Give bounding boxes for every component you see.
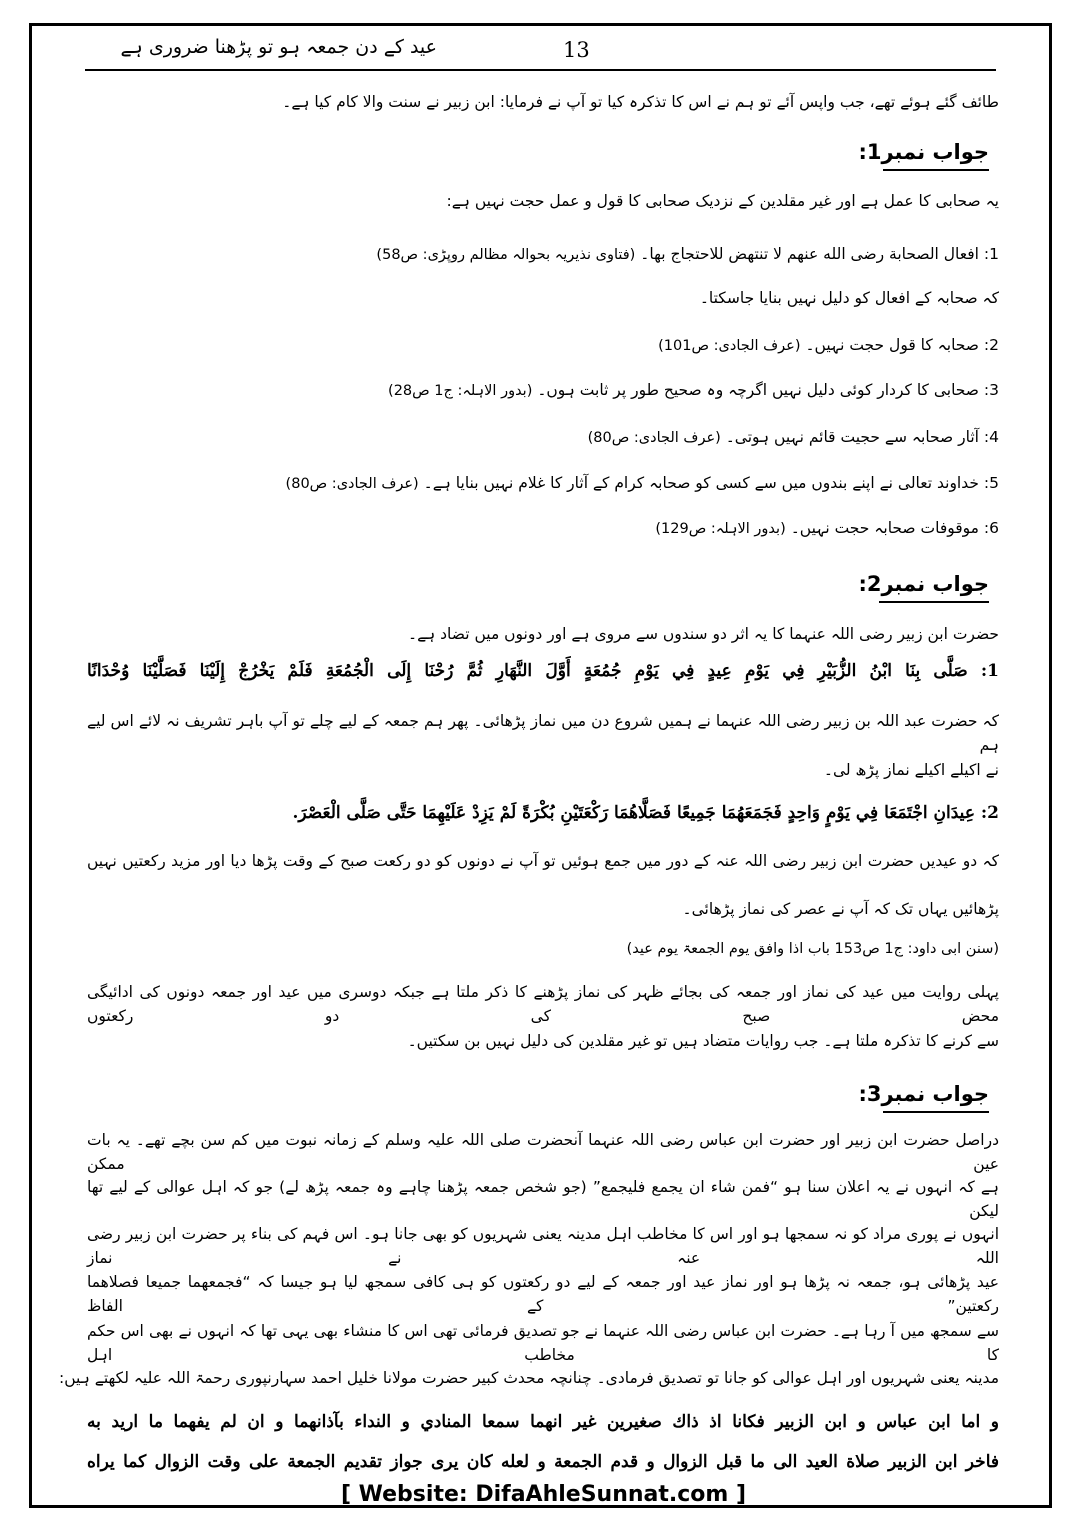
answer1-item-3 <box>388 378 999 403</box>
item-text: 3: صحابی کا کردار کوئی دلیل نہیں اگرچہ وہ صحیح طور پر ثابت ہوں۔ <box>537 381 999 399</box>
answer1-intro: یہ صحابی کا عمل ہے اور غیر مقلدین کے نزدیک صحابی کا قول و عمل حجت نہیں ہے: <box>446 192 999 210</box>
item-citation: (عرف الجادی: ص80) <box>587 430 721 446</box>
answer1-item-6 <box>655 516 999 541</box>
item-text: 2: صحابہ کا قول حجت نہیں۔ <box>805 336 999 354</box>
hadith-2-translation-line-2: پڑھائیں یہاں تک کہ آپ نے عصر کی نماز پڑھائی۔ <box>682 900 999 918</box>
hadith-1-translation-line-1: کہ حضرت عبد اللہ بن زبیر رضی اللہ عنہما نے ہمیں شروع دن میں نماز پڑھائی۔ پھر ہم جمعہ کے لیے چلے تو آپ باہر تشریف نہ لائے اس لیے ہم <box>87 712 999 754</box>
item-text: 4: آثار صحابہ سے حجیت قائم نہیں ہوتی۔ <box>725 428 999 446</box>
arabic-quote-line-1: و اما ابن عباس و ابن الزبير فكانا اذ ذاك صغيرين غير انهما سمعا المنادي و النداء بآذانهما و ان لم يفهما ما اريد به <box>87 1412 999 1432</box>
running-header-title: عید کے دن جمعہ ہو تو پڑھنا ضروری ہے <box>120 36 437 58</box>
intro-line: طائف گئے ہوئے تھے، جب واپس آئے تو ہم نے اس کا تذکرہ کیا تو آپ نے فرمایا: ابن زبیر نے سنت والا کام کیا ہے۔ <box>282 93 999 111</box>
item-citation: (بدور الاہلہ: ص129) <box>655 521 786 537</box>
answer2-heading: جواب نمبر2: <box>879 569 989 603</box>
answer3-line-3: انہوں نے پوری مراد کو نہ سمجھا ہو اور اس کا مخاطب اہل مدینہ یعنی شہریوں کو بھی جانا ہو۔ اس فہم کی بناء پر حضرت ابن زبیر رضی اللہ عنہ نے نماز <box>87 1225 999 1267</box>
answer1-heading: جواب نمبر1: <box>883 137 989 171</box>
answer3-line-2: ہے کہ انہوں نے یہ اعلان سنا ہو “فمن شاء ان یجمع فلیجمع” (جو شخص جمعہ پڑھنا چاہے وہ جمعہ پڑھ لے) جو کہ اہل عوالی کے لیے تھا لیکن <box>87 1178 999 1220</box>
hadith-1-translation-line-2: نے اکیلے اکیلے نماز پڑھ لی۔ <box>823 761 999 779</box>
item-text: 5: خداوند تعالی نے اپنے بندوں میں سے کسی کو صحابہ کرام کے آثار کا غلام نہیں بنایا ہے۔ <box>423 474 999 492</box>
answer1-item-5 <box>286 471 999 496</box>
answer2-paragraph-line-1: پہلی روایت میں عید کی نماز اور جمعہ کی بجائے ظہر کی نماز پڑھنے کا ذکر ملتا ہے جبکہ دوسری میں عید اور جمعہ دونوں کی ادائیگی محض صبح کی دو رکعتوں <box>87 983 999 1025</box>
answer3-line-5: سے سمجھ میں آ رہا ہے۔ حضرت ابن عباس رضی اللہ عنہما نے جو تصدیق فرمائی تھی اس کا منشاء بھی یہی تھا کہ انہوں نے بھی اس حکم کا مخاطب اہل <box>87 1322 999 1364</box>
hadith-2-translation-line-1: کہ دو عیدیں حضرت ابن زبیر رضی اللہ عنہ کے دور میں جمع ہوئیں تو آپ نے دونوں کو دو رکعت صبح کے وقت پڑھا دیا اور مزید رکعتیں نہیں <box>87 852 999 870</box>
answer3-heading: جواب نمبر3: <box>883 1079 989 1113</box>
answer1-item-4 <box>588 425 999 450</box>
answer1-item-1 <box>376 242 999 267</box>
header-rule <box>85 69 996 71</box>
answer3-line-4: عید پڑھائی ہو، جمعہ نہ پڑھا ہو اور نماز عید اور جمعہ کے لیے دو رکعتوں کو ہی کافی سمجھ لیا ہو جیسا کہ “فجمعهما جميعا فصلاهما ركعتين” کے الفاظ <box>87 1273 999 1315</box>
answer1-item-2 <box>658 333 999 358</box>
answer1-item-1-translation: کہ صحابہ کے افعال کو دلیل نہیں بنایا جاسکتا۔ <box>699 289 999 307</box>
page-number: 13 <box>563 38 590 62</box>
hadith-arabic-2: 2: عِيدَانِ اجْتَمَعَا فِي يَوْمٍ وَاحِدٍ فَجَمَعَهُمَا جَمِيعًا فَصَلَّاهُمَا رَكْعَتَيْنِ بُكْرَةً لَمْ يَزِدْ عَلَيْهِمَا حَتَّى صَلَّى الْعَصْرَ. <box>292 803 999 823</box>
item-citation: (عرف الجادی: ص101) <box>658 338 801 354</box>
answer3-line-6: مدینہ یعنی شہریوں اور اہل عوالی کو جانا تو تصدیق فرمادی۔ چنانچہ محدث کبیر حضرت مولانا خلیل احمد سہارنپوری رحمۃ اللہ علیہ لکھتے ہیں: <box>59 1369 999 1387</box>
hadith-arabic-1: 1: صَلَّى بِنَا ابْنُ الزُّبَيْرِ فِي يَوْمِ عِيدٍ فِي يَوْمِ جُمُعَةٍ أَوَّلَ النَّهَارِ ثُمَّ رُحْنَا إِلَى الْجُمُعَةِ فَلَمْ يَخْرُجْ إِلَيْنَا فَصَلَّيْنَا وُحْدَانًا <box>87 661 999 681</box>
hadith-reference: (سنن ابی داود: ج1 ص153 باب اذا وافق یوم الجمعۃ یوم عید) <box>626 941 999 957</box>
answer2-paragraph-line-2: سے کرنے کا تذکرہ ملتا ہے۔ جب روایات متضاد ہیں تو غیر مقلدین کی دلیل نہیں بن سکتیں۔ <box>407 1032 999 1050</box>
item-text: 6: موقوفات صحابہ حجت نہیں۔ <box>790 519 999 537</box>
item-citation: (بدور الاہلہ: ج1 ص28) <box>388 383 533 399</box>
answer2-intro: حضرت ابن زبیر رضی اللہ عنہما کا یہ اثر دو سندوں سے مروی ہے اور دونوں میں تضاد ہے۔ <box>407 625 999 643</box>
item-citation: (عرف الجادی: ص80) <box>285 476 419 492</box>
answer3-line-1: دراصل حضرت ابن زبیر اور حضرت ابن عباس رضی اللہ عنہما آنحضرت صلی اللہ علیہ وسلم کے زمانہ نبوت میں کم سن بچے تھے۔ یہ بات عین ممکن <box>87 1131 999 1173</box>
website-footer: [ Website: DifaAhleSunnat.com ] <box>340 1482 747 1507</box>
arabic-quote-line-2: فاخر ابن الزبير صلاة العيد الى ما قبل الزوال و قدم الجمعة و لعله كان يرى جواز تقديم الجمعة على وقت الزوال كما يراه <box>87 1452 999 1472</box>
item-citation: (فتاوی نذیریہ بحوالہ مظالم روپڑی: ص58) <box>376 247 636 263</box>
item-text: 1: افعال الصحابة رضی الله عنهم لا تنتهض للاحتجاج بها۔ <box>640 245 999 263</box>
